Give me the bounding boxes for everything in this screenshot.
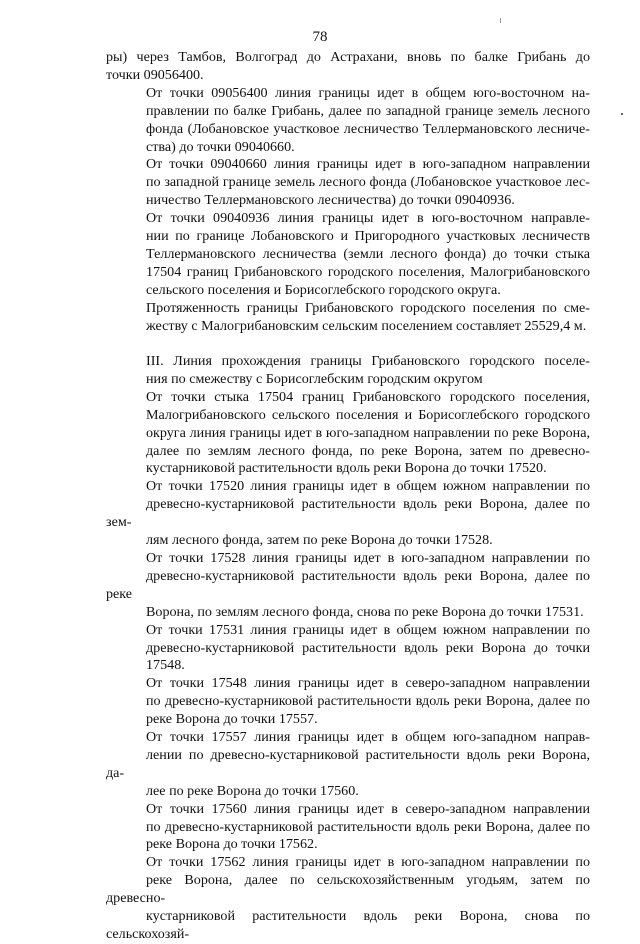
text-line: реке Ворона до точки 17562.	[146, 836, 318, 853]
paragraph	[106, 729, 590, 801]
paragraph	[106, 478, 590, 550]
text-line: реке Ворона до точки 17557.	[146, 711, 318, 728]
paragraph	[106, 854, 590, 944]
text-line: ства) до точки 09040660.	[146, 138, 295, 155]
text-line: древесно-кустарниковой растительности вдоль реки Ворона до точки	[146, 639, 590, 656]
text-line: лении по древесно-кустарниковой растительности вдоль реки Ворона, да-	[106, 746, 590, 781]
text-line: по западной границе земель лесного фонда (Лобановское участковое лес-	[146, 174, 590, 191]
text-line: Теллермановского лесничества (земли лесного фонда) до точки стыка	[146, 245, 590, 262]
text-line: ры) через Тамбов, Волгоград до Астрахани, вновь по балке Грибань до	[106, 49, 590, 65]
text-line: От точки 17520 линия границы идет в общем южном направлении по	[146, 478, 590, 495]
text-line: От точки 17560 линия границы идет в северо-западном направлении	[146, 800, 590, 817]
text-line: точки 09056400.	[106, 66, 204, 83]
text-line: От точки 09040936 линия границы идет в юго-восточном направле-	[146, 210, 590, 227]
text-line: по древесно-кустарниковой растительности вдоль реки Ворона, далее по	[146, 818, 590, 835]
text-line: От точки 17557 линия границы идет в общем юго-западном направ-	[146, 729, 590, 746]
page-number: 78	[312, 29, 328, 45]
text-line: От точки 17548 линия границы идет в северо-западном направлении	[146, 675, 590, 692]
text-line: древесно-кустарниковой растительности вдоль реки Ворона, далее по реке	[106, 567, 590, 602]
paragraph	[106, 85, 590, 157]
paragraph	[106, 156, 590, 210]
text-line: От точки 17531 линия границы идет в общем южном направлении по	[146, 621, 590, 638]
text-line: От точки 17528 линия границы идет в юго-западном направлении по	[146, 549, 590, 566]
paragraph-continuation	[106, 49, 590, 85]
text-line: От точки 09056400 линия границы идет в общем юго-восточном на-	[146, 84, 590, 101]
text-line: древесно-кустарниковой растительности вдоль реки Ворона, далее по зем-	[106, 496, 590, 531]
paragraph	[106, 210, 590, 300]
text-line: От точки 09040660 линия границы идет в юго-западном направлении	[146, 156, 590, 173]
text-line: От точки 17562 линия границы идет в юго-западном направлении по	[146, 854, 590, 871]
paragraph	[106, 550, 590, 622]
paragraph-summary	[106, 300, 590, 336]
scan-mark	[500, 18, 501, 23]
section-heading	[106, 353, 590, 389]
scan-speck	[621, 113, 623, 115]
text-line: Малогрибановского сельского поселения и Борисоглебского городского	[146, 406, 590, 423]
text-line: по древесно-кустарниковой растительности вдоль реки Ворона, далее по	[146, 693, 590, 710]
paragraph	[106, 801, 590, 855]
text-line: 17548.	[146, 657, 185, 674]
text-line: лее по реке Ворона до точки 17560.	[146, 782, 359, 799]
text-line: ничество Теллермановского лесничества) до точки 09040936.	[146, 192, 515, 209]
text-line: округа линия границы идет в юго-западном направлении по реке Ворона,	[146, 424, 590, 441]
text-line: Протяженность границы Грибановского городского поселения по сме-	[146, 299, 590, 316]
text-line: От точки стыка 17504 границ Грибановского городского поселения,	[146, 388, 590, 405]
text-line: кустарниковой растительности вдоль реки Ворона до точки 17520.	[146, 460, 547, 477]
text-line: реке Ворона, далее по сельскохозяйственным угодьям, затем по древесно-	[106, 872, 590, 907]
text-line: ния по смежеству с Борисоглебским городским округом	[146, 370, 483, 387]
paragraph	[106, 389, 590, 479]
text-line: далее по землям лесного фонда, по реке Ворона, затем по древесно-	[146, 442, 590, 459]
text-line: лям лесного фонда, затем по реке Ворона до точки 17528.	[146, 532, 493, 549]
text-line: III. Линия прохождения границы Грибановского городского поселе-	[146, 353, 590, 369]
text-line: нии по границе Лобановского и Пригородного участковых лесничеств	[146, 228, 590, 245]
text-line: жеству с Малогрибановским сельским поселением составляет 25529,4 м.	[146, 317, 587, 334]
text-line: фонда (Лобановское участковое лесничество Теллермановского лесниче-	[146, 120, 590, 137]
text-line: сельского поселения и Борисоглебского городского округа.	[146, 281, 501, 298]
document-body	[106, 49, 590, 944]
text-line: 17504 границ Грибановского городского поселения, Малогрибановского	[146, 263, 590, 280]
text-line: правлении по балке Грибань, далее по западной границе земель лесного	[146, 102, 590, 119]
paragraph	[106, 622, 590, 676]
paragraph	[106, 675, 590, 729]
text-line: Ворона, по землям лесного фонда, снова по реке Ворона до точки 17531.	[146, 603, 584, 620]
text-line: кустарниковой растительности вдоль реки Ворона, снова по сельскохозяй-	[106, 908, 590, 942]
